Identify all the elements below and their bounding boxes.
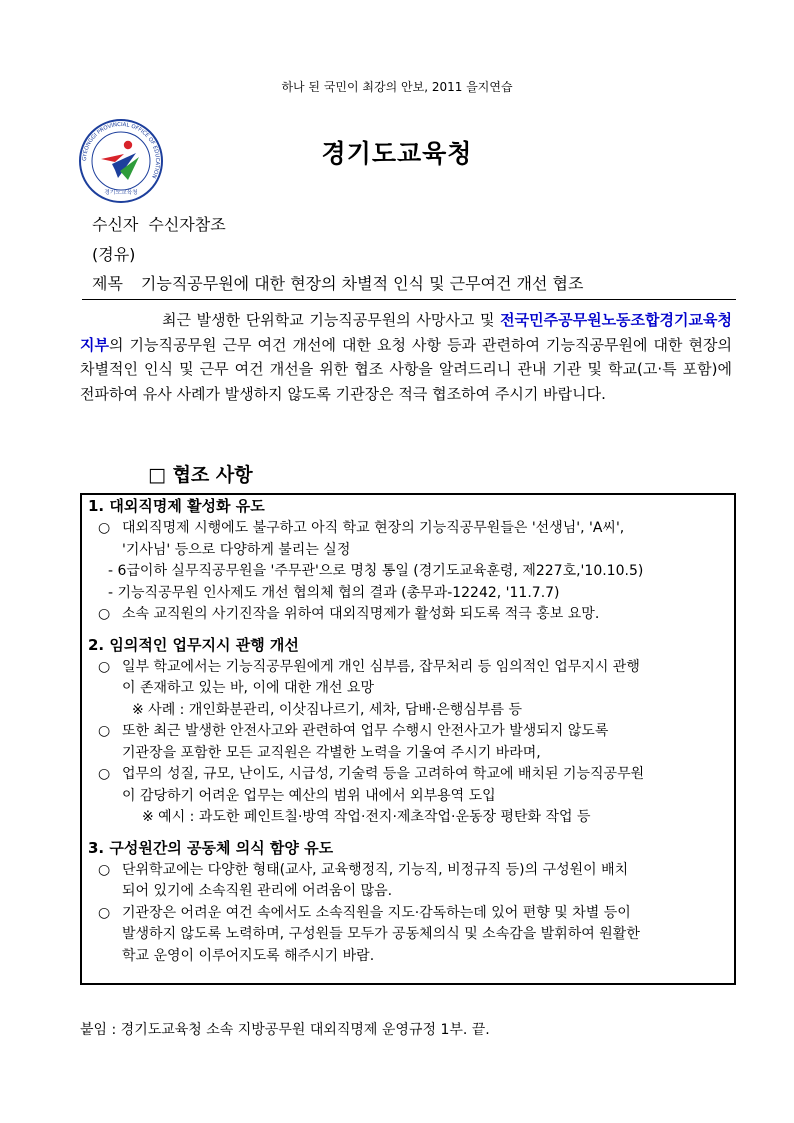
- list-item: [88, 657, 730, 700]
- bullet: ○: [98, 606, 111, 622]
- item-text: 기관장은 어려운 여건 속에서도 소속직원을 지도·감독하는데 있어 편향 및 차별 등이: [122, 904, 631, 921]
- item-text: 또한 최근 발생한 안전사고와 관련하여 업무 수행시 안전사고가 발생되지 않도록: [122, 723, 609, 739]
- section-3-heading: 3. 구성원간의 공동체 의식 함양 유도: [88, 838, 334, 857]
- item-text: 일부 학교에서는 기능직공무원에게 개인 심부름, 잡무처리 등 임의적인 업무지시 관행: [122, 658, 640, 675]
- attachment-line: 붙임 : 경기도교육청 소속 지방공무원 대외직명제 운영규정 1부. 끝.: [80, 1022, 490, 1038]
- list-item: [88, 518, 730, 561]
- item-text: 기관장을 포함한 모든 교직원은 각별한 노력을 기울여 주시기 바라며,: [122, 744, 541, 761]
- note: ※ 예시 : 과도한 페인트칠·방역 작업·전지·제초작업·운동장 평탄화 작업 등: [142, 809, 591, 825]
- bullet: ○: [98, 723, 111, 739]
- item-text: 이 존재하고 있는 바, 이에 대한 개선 요망: [122, 680, 374, 696]
- item-text: 소속 교직원의 사기진작을 위하여 대외직명제가 활성화 되도록 적극 홍보 요망.: [122, 606, 600, 622]
- item-text: 업무의 성질, 규모, 난이도, 시급성, 기술력 등을 고려하여 학교에 배치된 기능직공무원: [122, 766, 645, 782]
- bullet: ○: [98, 861, 111, 878]
- union-name-b: 경기교육청지부: [80, 311, 732, 354]
- body-part2: 의 기능직공무원 근무 여건 개선에 대한 요청 사항 등과 관련하여 기능직공무원에 대한 현장의 차별적인 인식 및 근무 여건 개선을 위한 협조 사항을 알려드리니 관내 기관 및 학교(고·특 포함)에 전파하여 유사 사례가 발생하지 않도록 기관장은 적극 협조하여 주시기 바랍니다.: [80, 335, 732, 403]
- recipient-value: 수신자참조: [148, 215, 226, 234]
- list-item: [88, 903, 730, 968]
- item-text: 학교 운영이 이루어지도록 해주시기 바람.: [122, 947, 375, 964]
- item-text: 단위학교에는 다양한 형태(교사, 교육행정직, 기능직, 비정규직 등)의 구성원이 배치: [122, 861, 629, 878]
- svg-text:GYEONGGI PROVINCIAL OFFICE OF: GYEONGGI PROVINCIAL OFFICE OF EDUCATION: [81, 121, 161, 179]
- item-text: '기사님' 등으로 다양하게 불리는 실정: [122, 541, 351, 558]
- body-part1: 최근 발생한 단위학교 기능직공무원의 사망사고 및: [162, 311, 501, 329]
- union-name-a: 전국민주공무원노동조합: [500, 311, 660, 329]
- bullet: ○: [98, 766, 111, 782]
- bullet: ○: [98, 658, 111, 675]
- bullet: ○: [98, 520, 111, 536]
- via-line: (경유): [92, 245, 136, 264]
- section-1-heading: 1. 대외직명제 활성화 유도: [88, 497, 265, 515]
- item-text: 이 감당하기 어려운 업무는 예산의 범위 내에서 외부용역 도입: [122, 787, 496, 804]
- section-2-heading: 2. 임의적인 업무지시 관행 개선: [88, 635, 299, 654]
- bullet: ○: [98, 904, 111, 921]
- sub-item: - 기능직공무원 인사제도 개선 협의체 협의 결과 (총무과-12242, '11.7.7): [108, 584, 560, 601]
- body-paragraph: [80, 308, 732, 406]
- item-text: 되어 있기에 소속직원 관리에 어려움이 많음.: [122, 883, 393, 899]
- subject-label: 제목: [92, 274, 123, 293]
- svg-text:경기도교육청: 경기도교육청: [104, 190, 138, 196]
- list-item: [88, 604, 730, 626]
- item-text: 발생하지 않도록 노력하며, 구성원들 모두가 공동체의식 및 소속감을 발휘하여 원활한: [122, 926, 640, 942]
- item-text: 대외직명제 시행에도 불구하고 아직 학교 현장의 기능직공무원들은 '선생님', 'A씨',: [122, 520, 625, 536]
- section-title: □ 협조 사항: [148, 464, 253, 486]
- subject-value: 기능직공무원에 대한 현장의 차별적 인식 및 근무여건 개선 협조: [140, 274, 584, 293]
- slogan: 하나 된 국민이 최강의 안보, 2011 을지연습: [281, 80, 513, 94]
- cooperation-box: [80, 493, 736, 985]
- sub-item: - 6급이하 실무직공무원을 '주무관'으로 명칭 통일 (경기도교육훈령, 제227호,'10.10.5): [108, 563, 644, 579]
- recipient-label: 수신자: [92, 215, 139, 234]
- list-item: [88, 860, 730, 903]
- recipient-line: [92, 212, 226, 235]
- subject-divider: [82, 299, 736, 300]
- note: ※ 사례 : 개인화분관리, 이삿짐나르기, 세차, 담배·은행심부름 등: [132, 701, 522, 718]
- organization-title: 경기도교육청: [321, 139, 473, 168]
- list-item: [88, 721, 730, 764]
- list-item: [88, 764, 730, 807]
- subject-line: [92, 271, 583, 294]
